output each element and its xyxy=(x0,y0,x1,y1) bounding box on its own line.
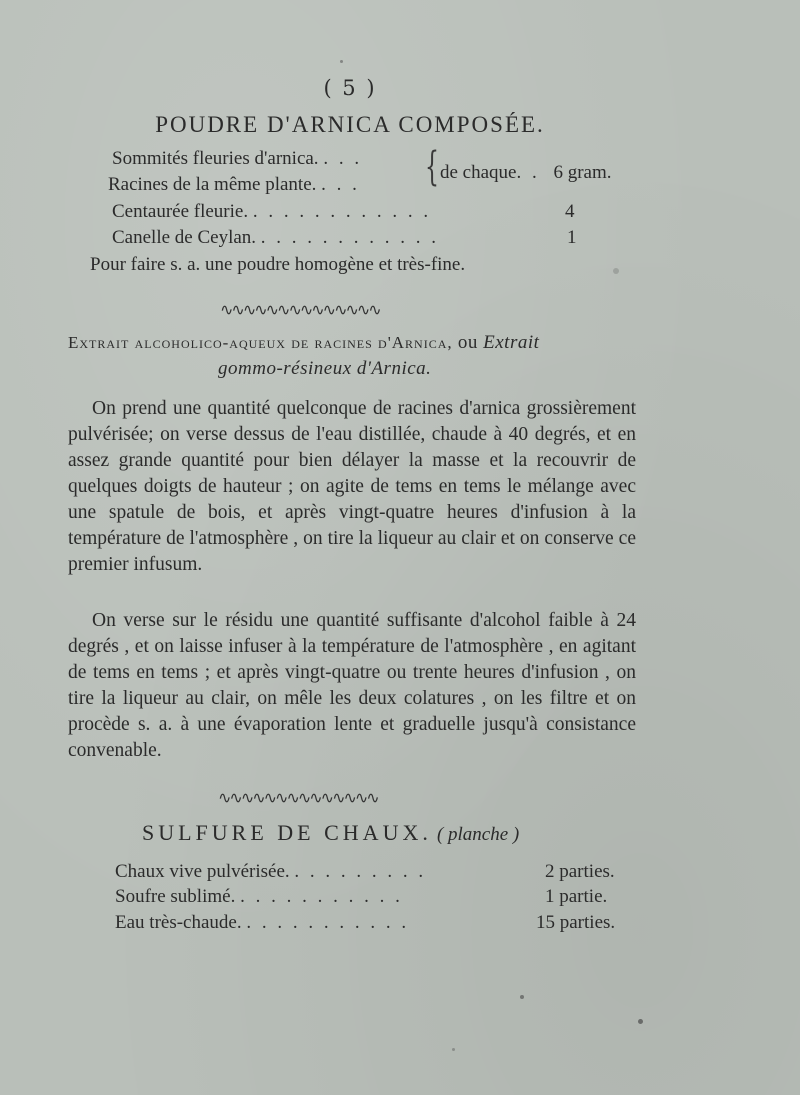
extrait-title-ou: ou xyxy=(457,332,478,353)
ingredient-name: Canelle de Ceylan. xyxy=(112,227,257,248)
ingredient-name: Chaux vive pulvérisée. xyxy=(115,861,290,882)
leader-dots: . . . . . . . . . . . . xyxy=(260,227,440,248)
extrait-title-italic: Extrait xyxy=(483,332,540,353)
paper-speck xyxy=(613,268,619,274)
leader-dots: . . . xyxy=(321,174,360,195)
ingredient-name: Sommités fleuries d'arnica. xyxy=(112,148,319,169)
section-title-sulfure xyxy=(142,820,519,846)
paper-speck xyxy=(340,60,343,63)
page-number: ( 5 ) xyxy=(323,76,377,100)
leader-dots: . . . . . . . . . . . . xyxy=(252,201,432,222)
ingredient-name: Centaurée fleurie. xyxy=(112,201,249,222)
shared-quantity-label: de chaque. xyxy=(440,162,522,183)
section-title-poudre: POUDRE D'ARNICA COMPOSÉE. xyxy=(155,112,545,137)
paragraph: On verse sur le résidu une quantité suffisante d'alcohol faible à 24 degrés , et on laisse infuser à la température de l'atmosphère , en agitant de tems en tems ; et après vingt-quatre ou trente heures d'infusion , on tire la liqueur au clair, on mêle les deux colatures , on les filtre et on procède s. a. à une évaporation lente et graduelle jusqu'à consistance convenable. xyxy=(68,610,636,761)
ingredient-line xyxy=(112,227,439,249)
curly-brace-icon: { xyxy=(425,144,439,190)
leader-dots: . xyxy=(531,162,537,183)
ingredient-line xyxy=(115,861,426,883)
leader-dots: . . . xyxy=(323,148,363,169)
ornamental-divider: ∿∿∿∿∿∿∿∿∿∿∿∿∿∿ xyxy=(220,300,380,319)
section-title-extrait xyxy=(68,332,539,354)
quantity-value: 15 parties. xyxy=(536,912,616,933)
paper-speck xyxy=(638,1019,643,1024)
shared-quantity xyxy=(440,162,612,184)
quantity-value: 1 xyxy=(567,227,577,248)
ingredient-line xyxy=(115,886,403,908)
ingredient-line xyxy=(108,174,360,196)
paper-speck xyxy=(520,995,524,999)
ingredient-name: Soufre sublimé. xyxy=(115,886,236,907)
sulfure-title: SULFURE DE CHAUX. xyxy=(142,820,432,845)
leader-dots: . . . . . . . . . xyxy=(294,861,427,882)
quantity-value: 6 gram. xyxy=(553,162,612,183)
extrait-title-smallcaps: Extrait alcoholico-aqueux de racines d'Arnica, xyxy=(68,333,453,352)
ingredient-line xyxy=(115,912,409,934)
quantity-value: 4 xyxy=(565,201,575,222)
extrait-subtitle: gommo-résineux d'Arnica. xyxy=(218,358,432,379)
ornamental-divider: ∿∿∿∿∿∿∿∿∿∿∿∿∿∿ xyxy=(218,788,378,807)
paragraph: On prend une quantité quelconque de racines d'arnica grossièrement pulvérisée; on verse dessus de l'eau distillée, chaude à 40 degrés, et en assez grande quantité pour bien délayer la masse et la recouvrir de quelques doigts de hauteur ; on agite de tems en tems le mélange avec une spatule de bois, et après vingt-quatre heures d'infusion à la température de l'atmosphère , on tire la liqueur au clair et on conserve ce premier infusum. xyxy=(68,398,636,575)
leader-dots: . . . . . . . . . . . xyxy=(240,886,403,907)
quantity-value: 1 partie. xyxy=(545,886,608,907)
sulfure-subtitle: ( planche ) xyxy=(436,824,520,845)
ingredient-name: Eau très-chaude. xyxy=(115,912,242,933)
ingredient-line xyxy=(112,148,362,170)
leader-dots: . . . . . . . . . . . xyxy=(246,912,410,933)
preparation-instruction: Pour faire s. a. une poudre homogène et très-fine. xyxy=(90,254,466,275)
ingredient-line xyxy=(112,201,431,223)
quantity-value: 2 parties. xyxy=(545,861,615,882)
ingredient-name: Racines de la même plante. xyxy=(108,174,317,195)
paper-speck xyxy=(452,1048,455,1051)
